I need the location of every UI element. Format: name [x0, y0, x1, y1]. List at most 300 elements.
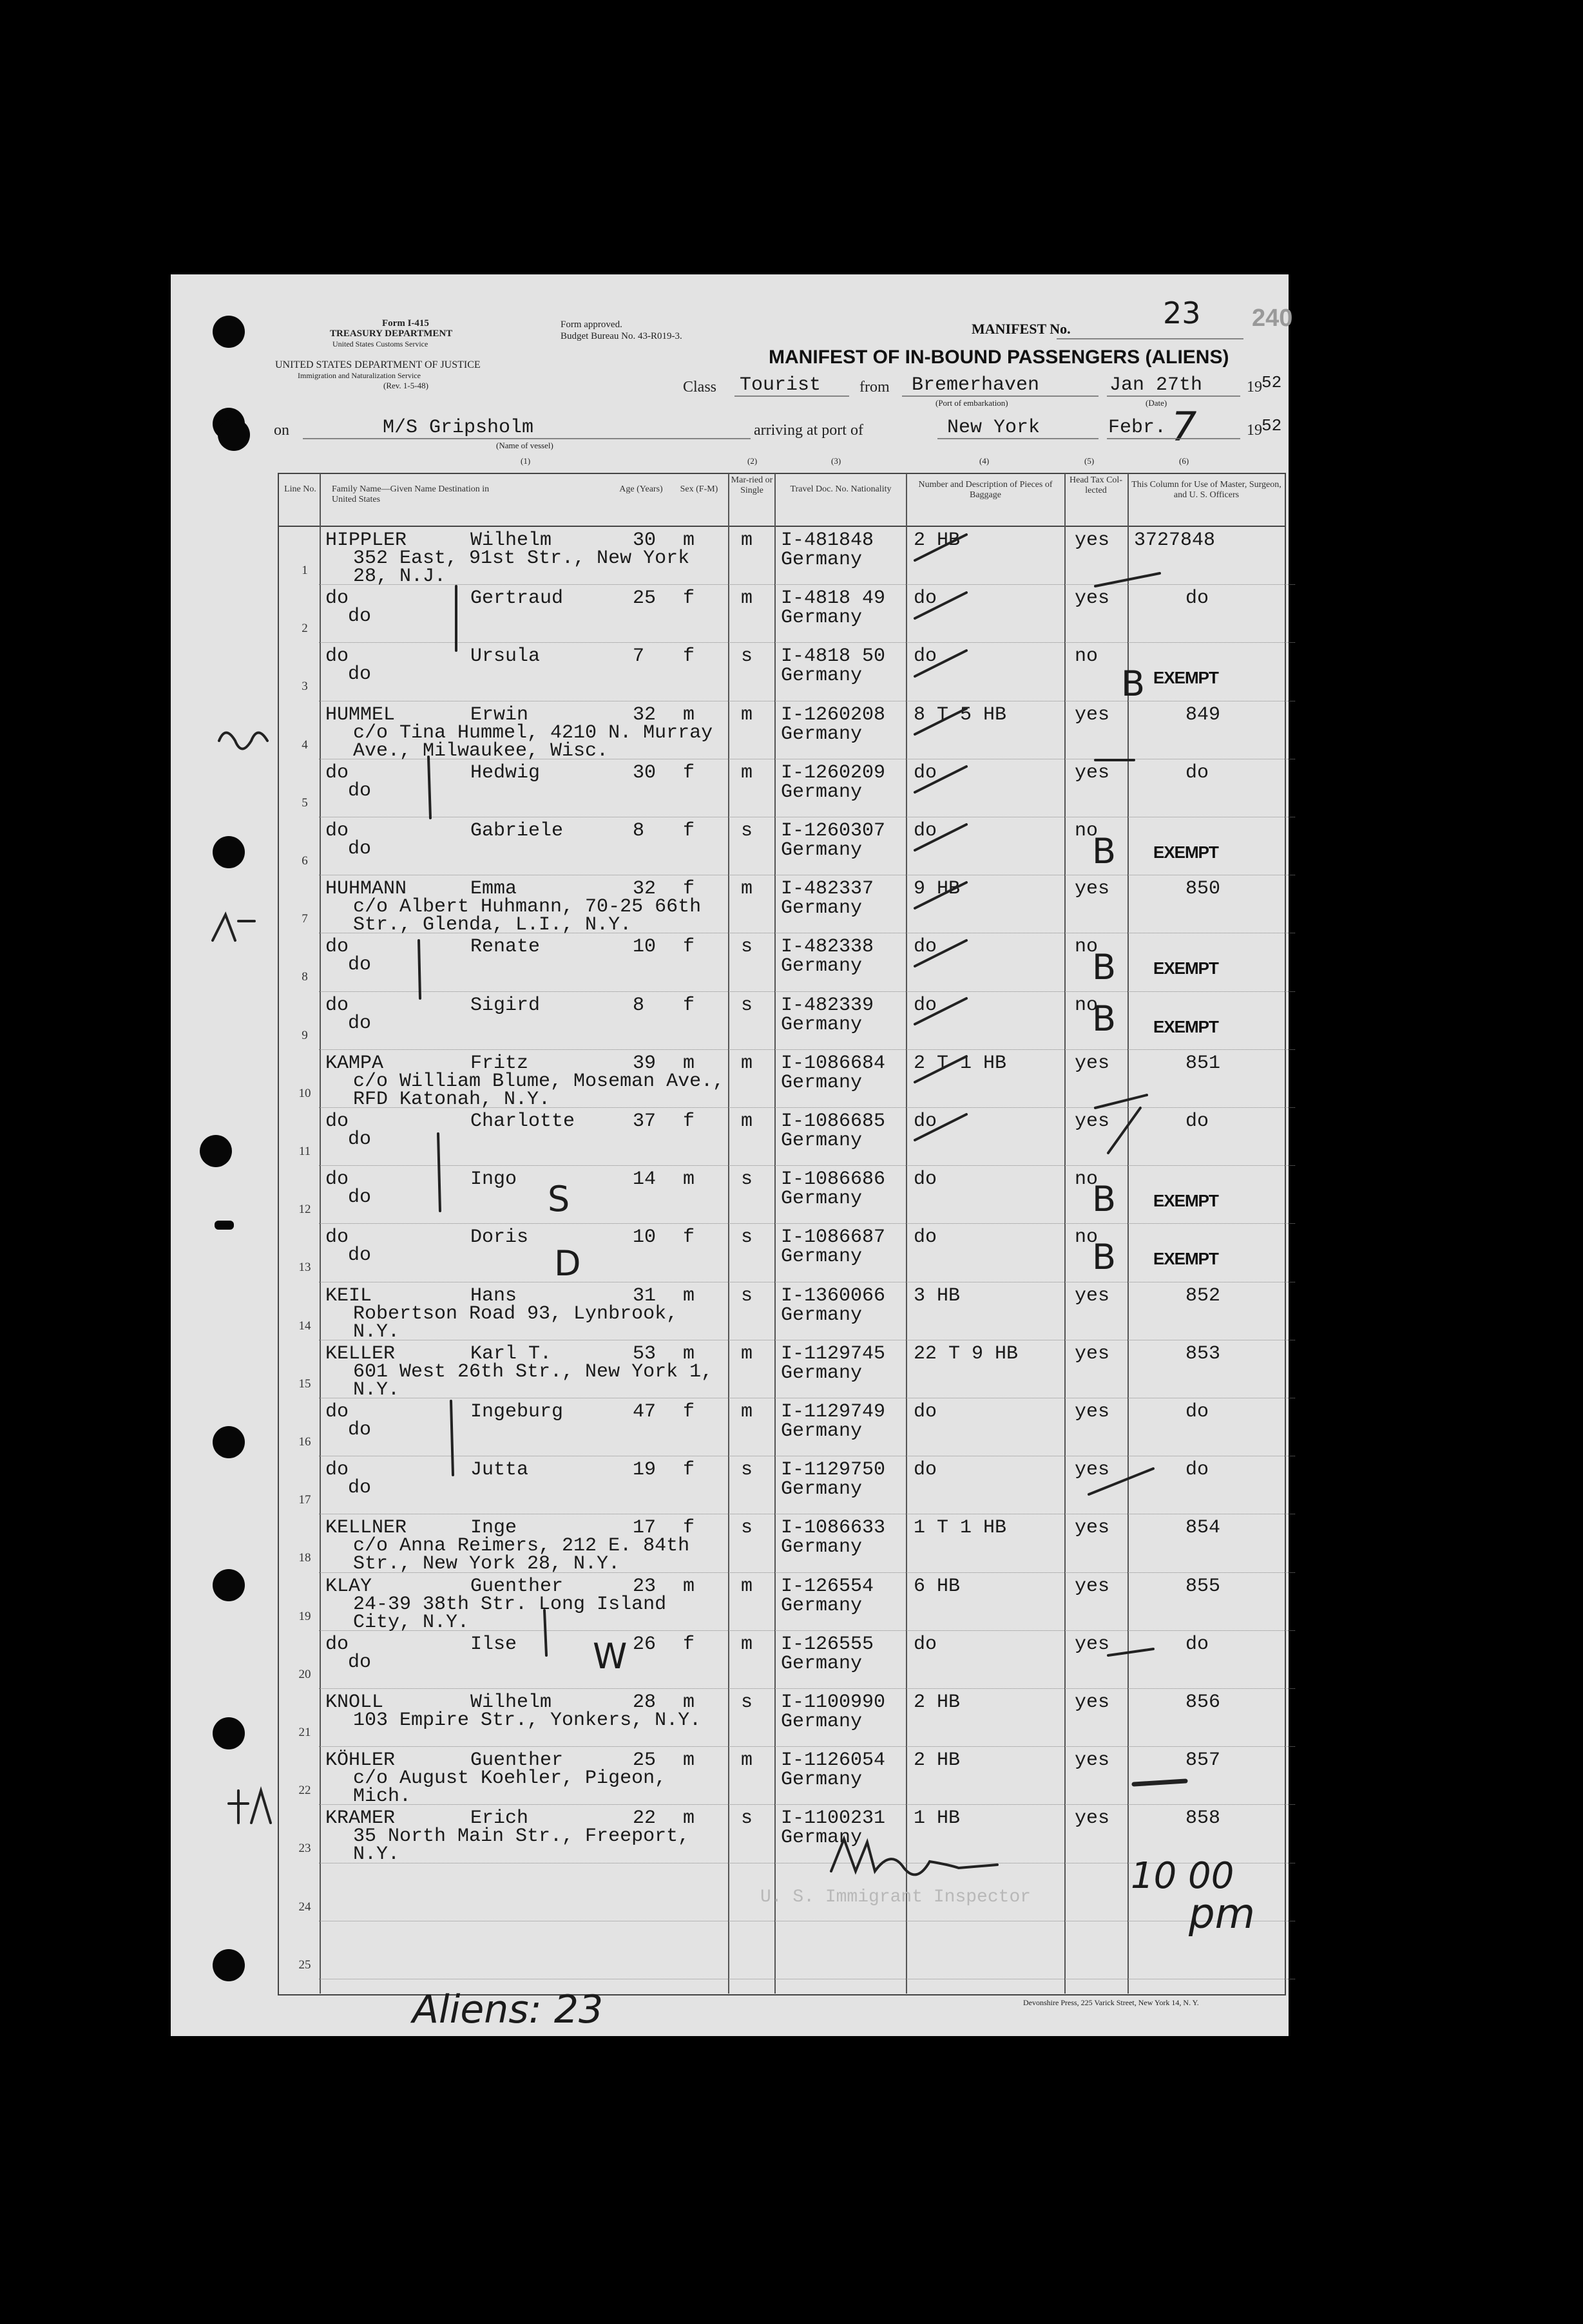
destination: 35 North Main Str., Freeport, N.Y.: [353, 1825, 690, 1866]
line-number: 1: [302, 564, 308, 577]
col-num-6: (6): [1179, 456, 1189, 466]
travel-doc-no: I-1260208: [781, 703, 886, 726]
destination: c/o Anna Reimers, 212 E. 84th Str., New York 28, N.Y.: [353, 1535, 690, 1576]
baggage: do: [914, 936, 937, 958]
officers-note: 854: [1185, 1517, 1221, 1539]
arriving-label: arriving at port of: [754, 422, 863, 439]
marital-status: s: [741, 1807, 753, 1830]
officers-note: 856: [1185, 1691, 1221, 1713]
family-name: KRAMER: [325, 1807, 396, 1830]
b-mark: B: [1092, 1179, 1117, 1219]
given-name: Ingo: [470, 1168, 517, 1191]
destination: 24-39 38th Str. Long Island City, N.Y.: [353, 1593, 667, 1633]
marital-status: m: [741, 587, 753, 610]
officers-note: EXEMPT: [1153, 843, 1218, 862]
given-name: Erich: [470, 1807, 529, 1830]
baggage: do: [914, 1168, 937, 1191]
sex: f: [683, 1633, 695, 1655]
head-tax: yes: [1075, 1110, 1110, 1132]
marital-status: m: [741, 1401, 753, 1423]
head-tax: no: [1075, 994, 1099, 1016]
family-name: do: [325, 936, 349, 958]
given-name: Fritz: [470, 1052, 529, 1074]
destination: 601 West 26th Str., New York 1, N.Y.: [353, 1360, 713, 1401]
vessel-caption: (Name of vessel): [496, 441, 553, 450]
baggage: do: [914, 587, 937, 610]
head-tax: yes: [1075, 529, 1110, 551]
vessel-name: M/S Gripsholm: [383, 417, 534, 439]
baggage: do: [914, 1633, 937, 1655]
manifest-number: 23: [1163, 296, 1201, 330]
line-number: 22: [298, 1784, 311, 1798]
pm-note: pm: [1189, 1891, 1255, 1938]
family-name: do: [325, 1633, 349, 1655]
age: 47: [633, 1401, 657, 1423]
sex: f: [683, 1517, 695, 1539]
family-name: HUHMANN: [325, 878, 407, 900]
given-name: Wilhelm: [470, 529, 552, 551]
sex: f: [683, 1401, 695, 1423]
destination: do: [348, 1012, 372, 1034]
destination: do: [348, 605, 372, 628]
col-divider: [774, 473, 776, 1994]
officers-note: do: [1185, 1459, 1209, 1481]
col-num-2: (2): [747, 456, 758, 466]
nationality: Germany: [781, 1362, 863, 1384]
line-number: 2: [302, 622, 308, 636]
line-number: 16: [298, 1435, 311, 1449]
baggage: do: [914, 994, 937, 1016]
head-tax: yes: [1075, 1575, 1110, 1597]
nationality: Germany: [781, 1013, 863, 1036]
officers-note: EXEMPT: [1153, 1191, 1218, 1211]
destination: do: [348, 1651, 372, 1673]
col-num-4: (4): [979, 456, 990, 466]
officers-note: EXEMPT: [1153, 668, 1218, 688]
baggage: 8 T 5 HB: [914, 703, 1007, 726]
nationality: Germany: [781, 839, 863, 861]
baggage: 1 HB: [914, 1807, 961, 1830]
baggage: 6 HB: [914, 1575, 961, 1597]
nationality: Germany: [781, 1769, 863, 1791]
age: 22: [633, 1807, 657, 1830]
family-name: KEIL: [325, 1284, 372, 1307]
nationality: Germany: [781, 1594, 863, 1617]
marital-status: s: [741, 1691, 753, 1713]
baggage: do: [914, 1110, 937, 1132]
given-name: Sigird: [470, 994, 541, 1016]
year-prefix-2: 19: [1247, 422, 1262, 439]
given-name: Charlotte: [470, 1110, 575, 1132]
officers-note: EXEMPT: [1153, 958, 1218, 978]
row-separator: [319, 1746, 1295, 1747]
year-suffix-2: 52: [1262, 416, 1282, 435]
destination: do: [348, 1477, 372, 1500]
given-name: Erwin: [470, 703, 529, 726]
officers-note: 857: [1185, 1749, 1221, 1772]
given-name: Doris: [470, 1226, 529, 1249]
sex: f: [683, 1459, 695, 1481]
budget-bureau: Budget Bureau No. 43-R019-3.: [561, 331, 682, 341]
baggage: 3 HB: [914, 1284, 961, 1307]
marital-status: m: [741, 703, 753, 726]
sex: f: [683, 878, 695, 900]
header-line-no: Line No.: [284, 484, 316, 494]
b-mark: B: [1092, 831, 1117, 872]
b-mark: B: [1092, 947, 1117, 987]
given-name: Gertraud: [470, 587, 564, 610]
marital-status: s: [741, 994, 753, 1016]
nationality: Germany: [781, 665, 863, 687]
line-number: 20: [298, 1667, 311, 1681]
sex: m: [683, 1691, 695, 1713]
given-name: Guenther: [470, 1575, 564, 1597]
officers-note: EXEMPT: [1153, 1249, 1218, 1269]
arrival-port: New York: [947, 417, 1041, 439]
given-name: Ilse: [470, 1633, 517, 1655]
family-name: KAMPA: [325, 1052, 384, 1074]
destination: c/o William Blume, Moseman Ave., RFD Katonah, N.Y.: [353, 1070, 725, 1110]
travel-doc-no: I-482337: [781, 878, 874, 900]
header-sex: Sex (F-M): [680, 484, 718, 494]
baggage: do: [914, 1459, 937, 1481]
line-number: 4: [302, 738, 308, 752]
marital-status: s: [741, 1517, 753, 1539]
row-separator: [319, 991, 1295, 992]
b-mark: B: [1121, 663, 1146, 704]
manifest-label: MANIFEST No.: [972, 321, 1071, 337]
sex: f: [683, 1226, 695, 1249]
row-separator: [319, 1223, 1295, 1224]
marital-status: s: [741, 1459, 753, 1481]
from-label: from: [859, 379, 890, 395]
age: 28: [633, 1691, 657, 1713]
sex: m: [683, 529, 695, 551]
line-number: 9: [302, 1028, 308, 1042]
family-name: HIPPLER: [325, 529, 407, 551]
officers-note: 849: [1185, 703, 1221, 726]
punch-hole: [200, 1135, 232, 1167]
form-number: Form I-415: [382, 318, 429, 329]
line-number: 21: [298, 1726, 311, 1739]
family-name: do: [325, 1459, 349, 1481]
nationality: Germany: [781, 723, 863, 745]
family-name: KELLER: [325, 1342, 396, 1365]
header-age: Age (Years): [619, 484, 663, 494]
col-divider: [906, 473, 907, 1994]
head-tax: yes: [1075, 1691, 1110, 1713]
sex: f: [683, 645, 695, 668]
officers-note: EXEMPT: [1153, 1016, 1218, 1036]
justice-dept: UNITED STATES DEPARTMENT OF JUSTICE: [275, 359, 481, 370]
sex: m: [683, 1284, 695, 1307]
line-number: 18: [298, 1551, 311, 1565]
row-separator: [319, 642, 1295, 643]
col-divider: [1064, 473, 1066, 1994]
line-number: 8: [302, 970, 308, 984]
treasury-dept: TREASURY DEPARTMENT: [330, 329, 453, 339]
line-number: 10: [298, 1086, 311, 1100]
aliens-count-note: Aliens: 23: [412, 1987, 604, 2032]
destination: do: [348, 663, 372, 686]
baggage: do: [914, 1401, 937, 1423]
page-number: 240: [1252, 305, 1293, 332]
head-tax: yes: [1075, 1401, 1110, 1423]
given-name: Renate: [470, 936, 541, 958]
sex: m: [683, 1168, 695, 1191]
nationality: Germany: [781, 955, 863, 978]
punch-hole: [213, 1569, 245, 1601]
travel-doc-no: I-1086633: [781, 1517, 886, 1539]
given-name: Inge: [470, 1517, 517, 1539]
age: 26: [633, 1633, 657, 1655]
sex: m: [683, 1807, 695, 1830]
nationality: Germany: [781, 1652, 863, 1675]
head-tax: yes: [1075, 1633, 1110, 1655]
destination: do: [348, 1129, 372, 1150]
travel-doc-no: I-481848: [781, 529, 874, 551]
class-label: Class: [683, 379, 717, 395]
row-separator: [319, 1049, 1295, 1050]
header-name: Family Name—Given Name Destination in United States: [332, 484, 490, 504]
baggage: 2 HB: [914, 1749, 961, 1772]
punch-hole: [213, 836, 245, 868]
marital-status: m: [741, 1749, 753, 1772]
date-caption: (Date): [1146, 398, 1167, 408]
sex: f: [683, 936, 695, 958]
sex: m: [683, 1749, 695, 1772]
age: 25: [633, 1749, 657, 1772]
baggage: 2 HB: [914, 529, 961, 551]
head-tax: yes: [1075, 1284, 1110, 1307]
destination: c/o August Koehler, Pigeon, Mich.: [353, 1767, 667, 1808]
marital-status: s: [741, 1284, 753, 1307]
line-number: 12: [298, 1203, 311, 1217]
nationality: Germany: [781, 1304, 863, 1326]
age: 31: [633, 1284, 657, 1307]
travel-doc-no: I-4818 49: [781, 587, 886, 610]
embarkation-date: Jan 27th: [1109, 374, 1203, 396]
nationality: Germany: [781, 1071, 863, 1094]
punch-hole: [213, 1949, 245, 1981]
line-number: 25: [298, 1957, 311, 1972]
baggage: 2 HB: [914, 1691, 961, 1713]
header-married: Mar-ried or Single: [731, 475, 773, 495]
line-number: 13: [298, 1261, 311, 1275]
age: 8: [633, 994, 645, 1016]
given-name: Karl T.: [470, 1342, 552, 1365]
destination: do: [348, 1419, 372, 1441]
age: 39: [633, 1052, 657, 1074]
b-mark: B: [1092, 1237, 1117, 1277]
port-caption: (Port of embarkation): [935, 398, 1008, 408]
class-value: Tourist: [740, 374, 821, 396]
family-name: do: [325, 1226, 349, 1249]
head-tax: yes: [1075, 1342, 1110, 1365]
customs-service: United States Customs Service: [332, 339, 428, 348]
travel-doc-no: I-1100990: [781, 1691, 886, 1713]
age: 25: [633, 587, 657, 610]
given-name: Ursula: [470, 645, 541, 668]
officers-note: do: [1185, 1401, 1209, 1423]
inspector-stamp: U. S. Immigrant Inspector: [760, 1887, 1031, 1907]
line-number: 5: [302, 795, 308, 810]
head-tax: no: [1075, 1226, 1099, 1249]
age: 32: [633, 878, 657, 900]
row-separator: [319, 1688, 1295, 1689]
printer-credit: Devonshire Press, 225 Varick Street, New York 14, N. Y.: [1023, 1998, 1199, 2007]
baggage: 9 HB: [914, 878, 961, 900]
officers-note: 852: [1185, 1284, 1221, 1307]
destination: 103 Empire Str., Yonkers, N.Y.: [353, 1710, 702, 1731]
given-name: Wilhelm: [470, 1691, 552, 1713]
line-number: 3: [302, 680, 308, 694]
destination: do: [348, 838, 372, 860]
manifest-title: MANIFEST OF IN-BOUND PASSENGERS (ALIENS): [769, 347, 1229, 368]
head-tax: yes: [1075, 1517, 1110, 1539]
baggage: 22 T 9 HB: [914, 1342, 1019, 1365]
time-note: 10 00: [1131, 1855, 1234, 1897]
punch-hole: [218, 419, 250, 451]
age: 10: [633, 1226, 657, 1249]
nationality: Germany: [781, 1420, 863, 1442]
line-number: 11: [298, 1145, 311, 1158]
age: 30: [633, 761, 657, 784]
family-name: KNOLL: [325, 1691, 384, 1713]
age: 7: [633, 645, 645, 668]
family-name: do: [325, 761, 349, 784]
destination: do: [348, 1186, 372, 1209]
travel-doc-no: I-126554: [781, 1575, 874, 1597]
line-number: 19: [298, 1609, 311, 1623]
head-tax: yes: [1075, 1459, 1110, 1481]
nationality: Germany: [781, 897, 863, 920]
col-divider: [728, 473, 729, 1994]
family-name: KÖHLER: [325, 1749, 396, 1772]
head-tax: yes: [1075, 587, 1110, 610]
nationality: Germany: [781, 1711, 863, 1733]
arrival-month: Febr.: [1108, 417, 1167, 439]
head-tax: yes: [1075, 878, 1110, 900]
year-suffix-1: 52: [1262, 373, 1282, 392]
baggage: do: [914, 820, 937, 842]
line-number: 6: [302, 854, 308, 868]
marital-status: m: [741, 1575, 753, 1597]
head-tax: yes: [1075, 761, 1110, 784]
marital-status: m: [741, 529, 753, 551]
baggage: 2 T 1 HB: [914, 1052, 1007, 1074]
sex: m: [683, 703, 695, 726]
line-number: 24: [298, 1900, 311, 1914]
travel-doc-no: I-1126054: [781, 1749, 886, 1772]
travel-doc-no: I-1129750: [781, 1459, 886, 1481]
travel-doc-no: I-1129745: [781, 1342, 886, 1365]
age: 8: [633, 820, 645, 842]
sex: f: [683, 587, 695, 610]
punch-hole: [213, 316, 245, 348]
baggage: do: [914, 645, 937, 668]
travel-doc-no: I-126555: [781, 1633, 874, 1655]
head-tax: yes: [1075, 1749, 1110, 1772]
marital-status: s: [741, 820, 753, 842]
family-name: do: [325, 587, 349, 610]
sex: m: [683, 1575, 695, 1597]
officers-note: do: [1185, 587, 1209, 610]
marital-status: m: [741, 1633, 753, 1655]
given-name: Jutta: [470, 1459, 529, 1481]
destination: do: [348, 1244, 372, 1267]
travel-doc-no: I-1086687: [781, 1226, 886, 1249]
destination: do: [348, 954, 372, 976]
travel-doc-no: I-1260209: [781, 761, 886, 784]
w-mark: W: [593, 1636, 628, 1677]
destination: do: [348, 779, 372, 802]
destination: 352 East, 91st Str., New York 28, N.J.: [353, 548, 690, 587]
given-name: Guenther: [470, 1749, 564, 1772]
nationality: Germany: [781, 1130, 863, 1152]
head-tax: yes: [1075, 703, 1110, 726]
head-tax: no: [1075, 645, 1099, 668]
nationality: Germany: [781, 1478, 863, 1501]
sex: m: [683, 1342, 695, 1365]
form-approved: Form approved.: [561, 319, 622, 330]
family-name: do: [325, 1110, 349, 1132]
given-name: Hedwig: [470, 761, 541, 784]
punch-slot: [215, 1221, 234, 1230]
age: 53: [633, 1342, 657, 1365]
travel-doc-no: I-1360066: [781, 1284, 886, 1307]
age: 37: [633, 1110, 657, 1132]
family-name: do: [325, 1168, 349, 1191]
travel-doc-no: I-1260307: [781, 820, 886, 842]
age: 30: [633, 529, 657, 551]
destination: c/o Tina Hummel, 4210 N. Murray Ave., Milwaukee, Wisc.: [353, 721, 713, 762]
age: 10: [633, 936, 657, 958]
travel-doc-no: I-4818 50: [781, 645, 886, 668]
on-label: on: [274, 422, 289, 439]
given-name: Emma: [470, 878, 517, 900]
marital-status: m: [741, 1342, 753, 1365]
marital-status: m: [741, 761, 753, 784]
revision: (Rev. 1-5-48): [383, 381, 428, 390]
sex: f: [683, 994, 695, 1016]
marital-status: s: [741, 1226, 753, 1249]
col-num-3: (3): [831, 456, 841, 466]
head-tax: yes: [1075, 1807, 1110, 1830]
col-divider: [320, 473, 321, 1994]
nationality: Germany: [781, 781, 863, 803]
baggage: 1 T 1 HB: [914, 1517, 1007, 1539]
b-mark: B: [1092, 998, 1117, 1039]
marital-status: m: [741, 878, 753, 900]
destination: Robertson Road 93, Lynbrook, N.Y.: [353, 1302, 678, 1343]
given-name: Gabriele: [470, 820, 564, 842]
age: 32: [633, 703, 657, 726]
family-name: do: [325, 820, 349, 842]
nationality: Germany: [781, 1246, 863, 1268]
officers-note: 853: [1185, 1342, 1221, 1365]
officers-note: 858: [1185, 1807, 1221, 1830]
travel-doc-no: I-1086686: [781, 1168, 886, 1191]
d-mark: D: [554, 1243, 581, 1284]
age: 23: [633, 1575, 657, 1597]
family-name: HUMMEL: [325, 703, 396, 726]
row-separator: [319, 1165, 1295, 1166]
sex: f: [683, 1110, 695, 1132]
arrival-day: 7: [1171, 403, 1197, 450]
nationality: Germany: [781, 1827, 863, 1849]
nationality: Germany: [781, 1536, 863, 1559]
